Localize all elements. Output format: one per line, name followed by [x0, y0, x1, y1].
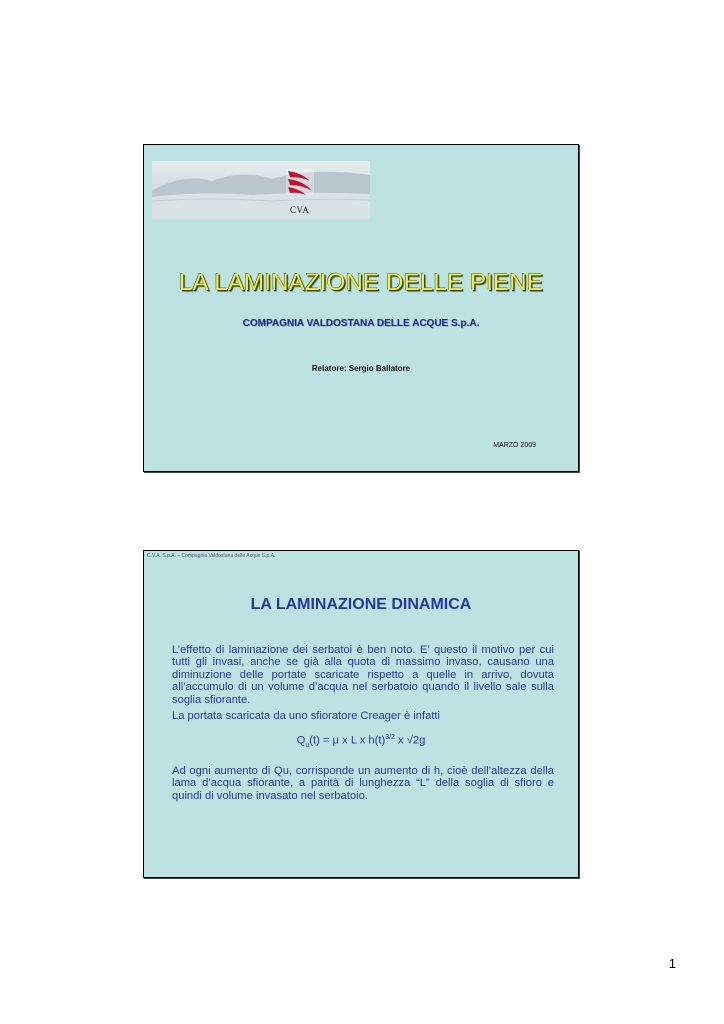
- title-slide: [143, 144, 579, 472]
- formula: $Q_u(t) = \mu$ x L x $h(t)^{3/2}$ x √2g: [296, 734, 426, 749]
- company-subtitle: COMPAGNIA VALDOSTANA DELLE ACQUE S.p.A.: [242, 318, 480, 329]
- paragraph: La portata scaricata da uno sfioratore Creager è infatti: [172, 710, 441, 722]
- content-slide: [143, 550, 579, 878]
- logo-text: CVA: [290, 205, 310, 215]
- cva-logo-banner: [152, 161, 370, 219]
- slide-header: C.V.A. S.p.A. – Compagnia Valdostana delle Acque S.p.A.: [147, 553, 276, 559]
- slide-title: LA LAMINAZIONE DELLE PIENE: [179, 269, 543, 296]
- paragraph: Ad ogni aumento di Qu, corrisponde un aumento di h, cioè dell’altezza della lama d’acqua sfiorante, a parità di lunghezza “L” della soglia di sfioro e quindi di volume invasato nel serbatoio.: [172, 765, 554, 802]
- page-number: 1: [668, 956, 676, 971]
- slide-title: LA LAMINAZIONE DINAMICA: [250, 596, 472, 613]
- speaker-line: Relatore: Sergio Ballatore: [311, 364, 411, 373]
- cva-emblem-icon: [286, 169, 314, 195]
- date-label: MARZO 2009: [493, 442, 536, 449]
- lake-landscape-image: [152, 161, 370, 219]
- paragraph: L’effetto di laminazione dei serbatoi è ben noto. E’ questo il motivo per cui tutti gli invasi, anche se già alla quota di massimo invaso, causano una diminuzione delle portate scaricate rispetto a quelle in arrivo, dovuta all’accumulo di un volume d’acqua nel serbatoio quando il livello sale sulla soglia sfiorante.: [172, 644, 554, 706]
